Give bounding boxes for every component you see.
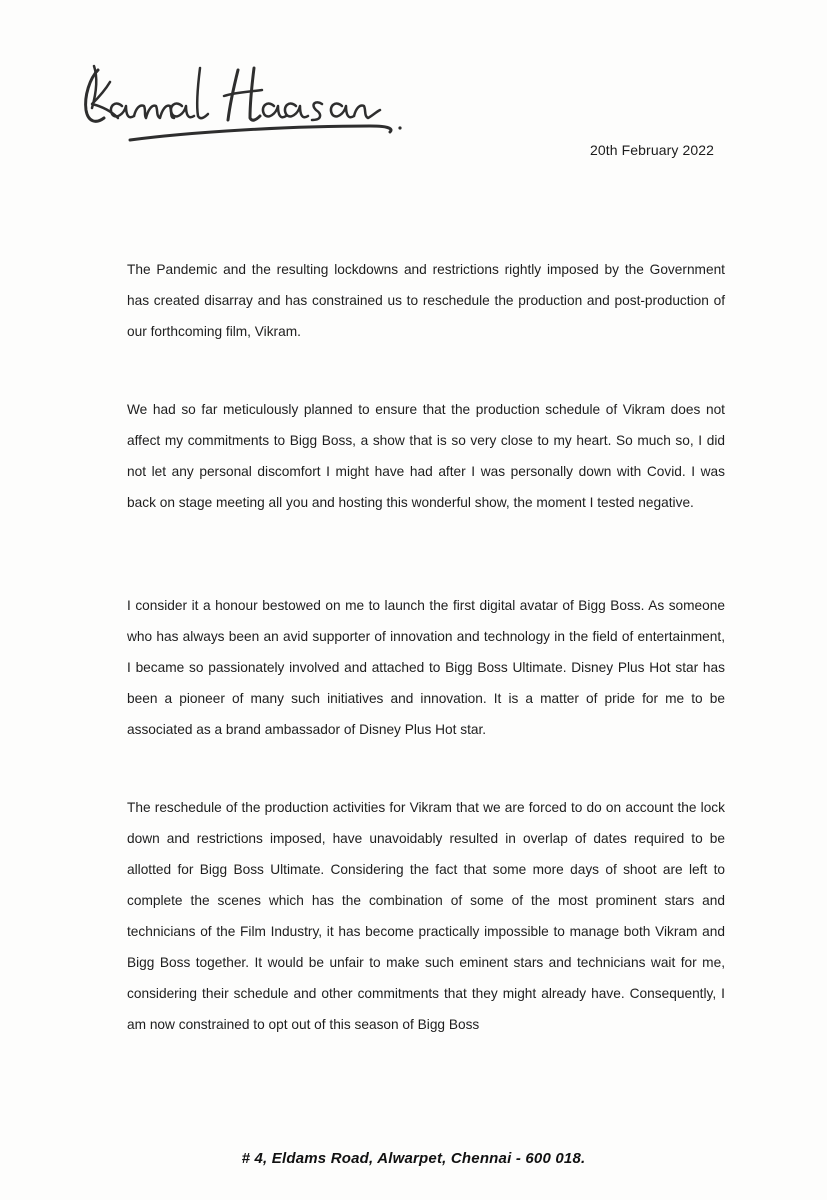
signature-letterhead-logo [70, 48, 420, 158]
paragraph-pandemic: The Pandemic and the resulting lockdowns and restrictions rightly imposed by the Government has created disarray and has constrained us to reschedule the production and post-production of our forthcoming film, Vikram. [127, 262, 725, 339]
paragraph-reschedule: The reschedule of the production activities for Vikram that we are forced to do on account the lock down and restrictions imposed, have unavoidably resulted in overlap of dates required to be allotted for Bigg Boss Ultimate. Considering the fact that some more days of shoot are left to complete the scenes which has the combination of some of the most prominent stars and technicians of the Film Industry, it has become practically impossible to manage both Vikram and Bigg Boss together. It would be unfair to make such eminent stars and technicians wait for me, considering their schedule and other commitments that they might already have. Consequently, I am now constrained to opt out of this season of Bigg Boss [127, 800, 725, 1032]
paragraph-commitments: We had so far meticulously planned to ensure that the production schedule of Vikram does not affect my commitments to Bigg Boss, a show that is so very close to my heart. So much so, I did not let any personal discomfort I might have had after I was personally down with Covid. I was back on stage meeting all you and hosting this wonderful show, the moment I tested negative. [127, 402, 725, 510]
paragraph-honour: I consider it a honour bestowed on me to launch the first digital avatar of Bigg Boss. As someone who has always been an avid supporter of innovation and technology in the field of entertainment, I became so passionately involved and attached to Bigg Boss Ultimate. Disney Plus Hot star has been a pioneer of many such initiatives and innovation. It is a matter of pride for me to be associated as a brand ambassador of Disney Plus Hot star. [127, 598, 725, 737]
footer-address: # 4, Eldams Road, Alwarpet, Chennai - 600 018. [241, 1150, 586, 1167]
letter-date: 20th February 2022 [590, 142, 714, 158]
